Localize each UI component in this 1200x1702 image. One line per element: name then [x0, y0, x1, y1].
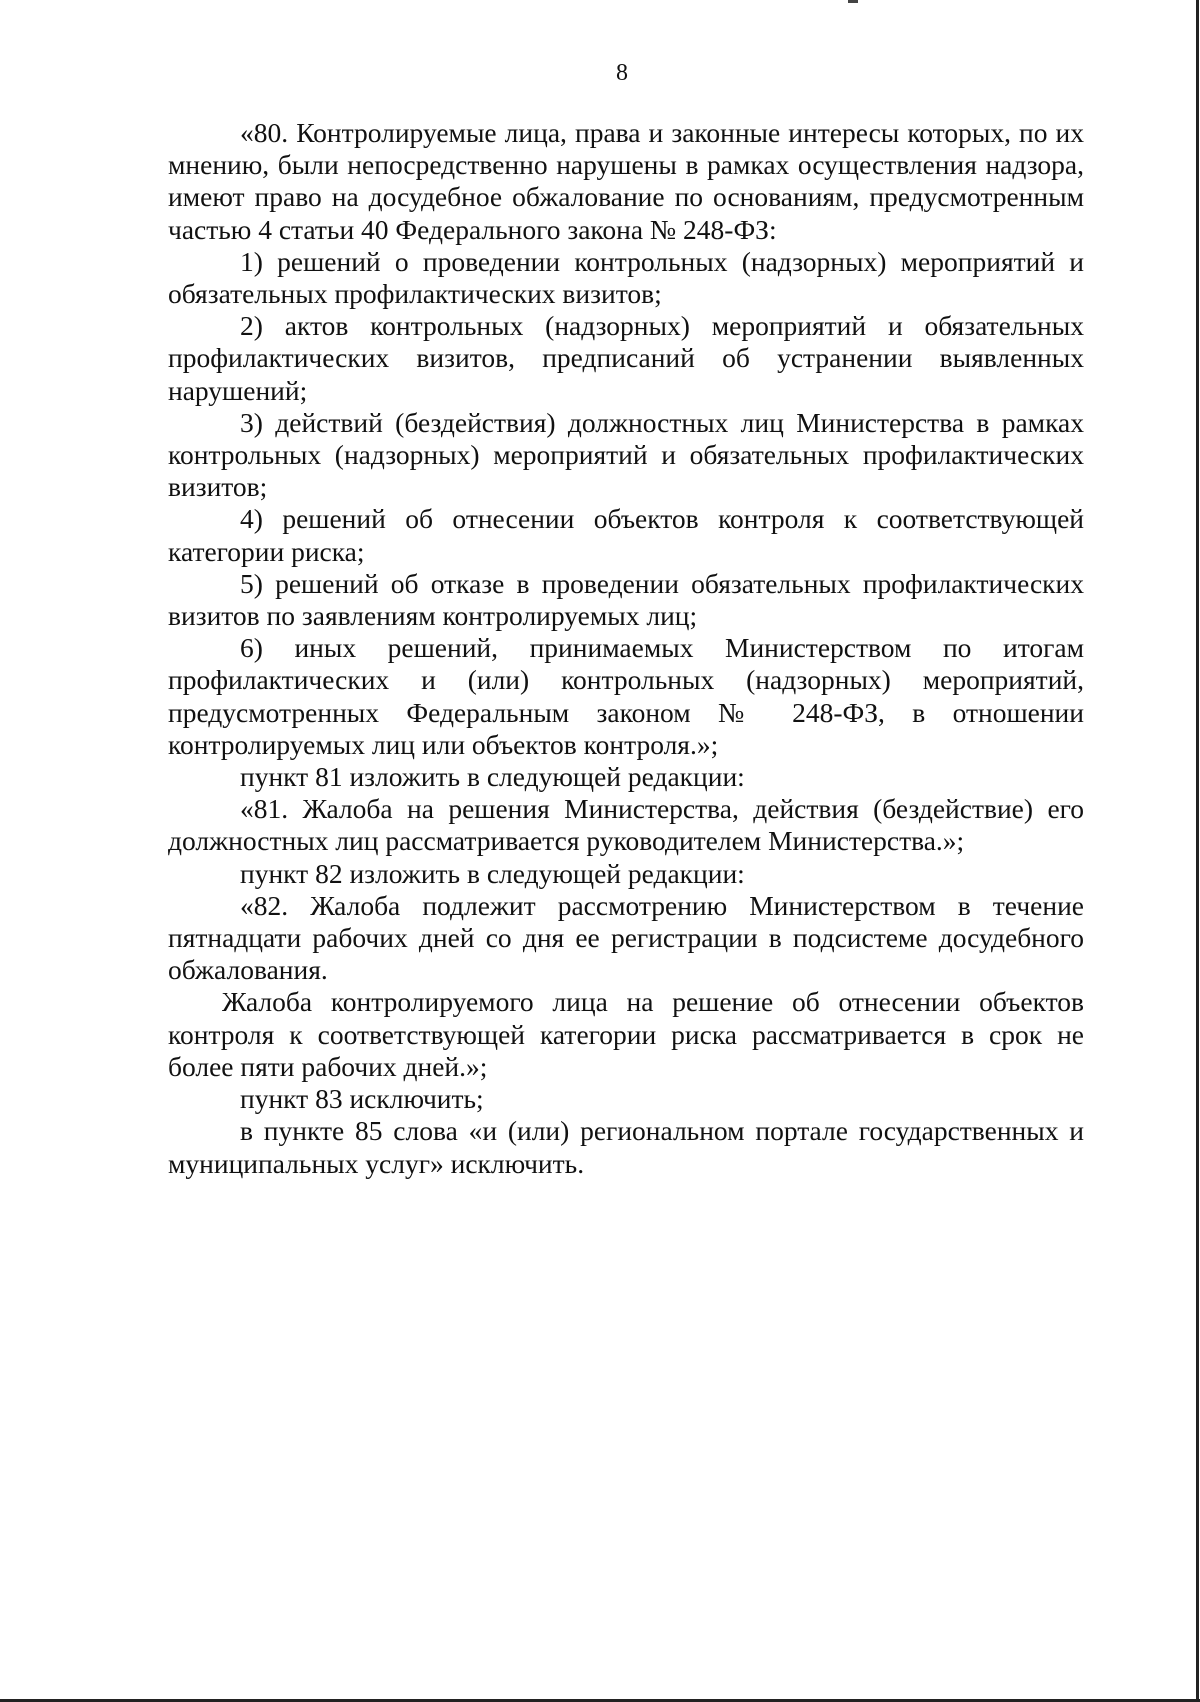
list-item: 5) решений об отказе в проведении обязательных профилактических визитов по заявлениям контролируемых лиц;	[168, 567, 1084, 632]
page-number: 8	[616, 60, 628, 86]
paragraph: пункт 82 изложить в следующей редакции:	[240, 857, 745, 889]
list-item: 3) действий (бездействия) должностных лиц Министерства в рамках контрольных (надзорных) мероприятий и обязательных профилактических визитов;	[168, 406, 1084, 503]
scan-edge-right	[1196, 0, 1199, 1702]
paragraph: «80. Контролируемые лица, права и законные интересы которых, по их мнению, были непосредственно нарушены в рамках осуществления надзора, имеют право на досудебное обжалование по основаниям, предусмотренным частью 4 статьи 40 Федерального закона № 248-ФЗ:	[168, 117, 1084, 245]
paragraph: «82. Жалоба подлежит рассмотрению Министерством в течение пятнадцати рабочих дней со дня ее регистрации в подсистеме досудебного обжалования.	[168, 889, 1084, 986]
paragraph: «81. Жалоба на решения Министерства, действия (бездействие) его должностных лиц рассматривается руководителем Министерства.»;	[168, 793, 1084, 857]
paragraph: пункт 83 исключить;	[240, 1083, 484, 1115]
list-item: 2) актов контрольных (надзорных) мероприятий и обязательных профилактических визитов, предписаний об устранении выявленных нарушений;	[168, 310, 1084, 406]
paragraph: в пункте 85 слова «и (или) региональном портале государственных и муниципальных услуг» исключить.	[168, 1115, 1084, 1179]
list-item: 1) решений о проведении контрольных (надзорных) мероприятий и обязательных профилактических визитов;	[168, 245, 1084, 310]
list-item: 4) решений об отнесении объектов контроля к соответствующей категории риска;	[168, 503, 1084, 567]
list-item: 6) иных решений, принимаемых Министерством по итогам профилактических и (или) контрольных (надзорных) мероприятий, предусмотренных Федеральным законом № 248-ФЗ, в отношении контролируемых лиц или объектов контроля.»;	[168, 632, 1084, 760]
paragraph: Жалоба контролируемого лица на решение об отнесении объектов контроля к соответствующей категории риска рассматривается в срок не более пяти рабочих дней.»;	[168, 986, 1084, 1082]
scan-mark	[848, 0, 858, 3]
paragraph: пункт 81 изложить в следующей редакции:	[240, 761, 745, 793]
document-body	[168, 117, 1084, 1180]
